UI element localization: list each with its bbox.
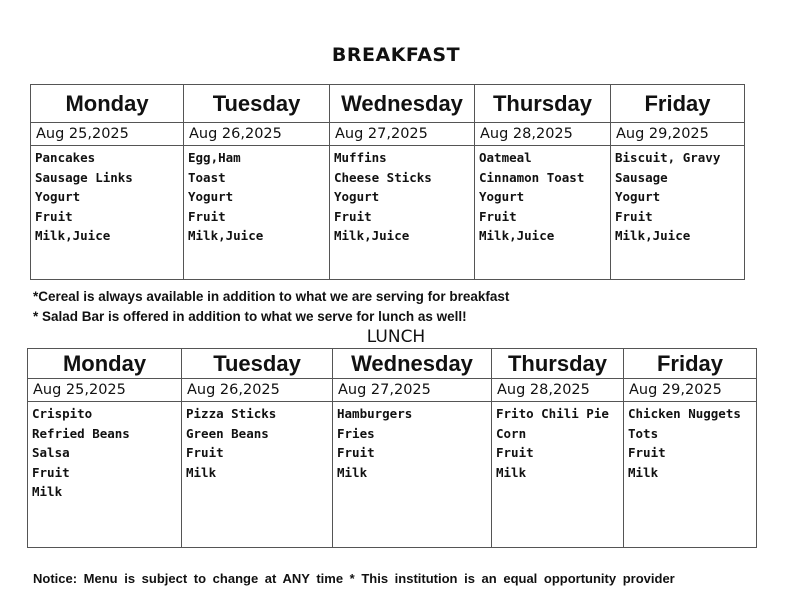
menu-item: Milk <box>337 464 368 480</box>
lunch-table <box>27 348 757 548</box>
menu-item: Yogurt <box>615 189 661 204</box>
cereal-note: *Cereal is always available in addition to what we are serving for breakfast <box>33 289 510 304</box>
lunch-col-wednesday <box>333 349 492 547</box>
menu-item: Fruit <box>496 445 534 460</box>
breakfast-col-friday <box>611 85 744 279</box>
menu-item: Fruit <box>337 445 375 460</box>
menu-items <box>624 402 756 482</box>
menu-item: Milk <box>32 484 63 499</box>
footer-notice: Notice: Menu is subject to change at ANY time * This institution is an equal opportunity provider <box>33 571 675 586</box>
menu-items <box>31 146 183 246</box>
day-header: Thursday <box>475 85 610 123</box>
menu-item: Yogurt <box>479 189 525 204</box>
breakfast-col-wednesday <box>330 85 475 279</box>
date-label: Aug 27,2025 <box>330 123 474 146</box>
lunch-col-friday <box>624 349 756 547</box>
date-label: Aug 29,2025 <box>611 123 744 146</box>
menu-item: Fruit <box>615 208 653 224</box>
menu-item: Chicken Nuggets <box>628 406 741 421</box>
menu-item: Hamburgers <box>337 406 413 421</box>
day-header: Friday <box>624 349 756 379</box>
day-header: Monday <box>31 85 183 123</box>
menu-item: Corn <box>496 425 527 441</box>
day-header: Tuesday <box>182 349 332 379</box>
menu-item: Milk,Juice <box>479 228 555 243</box>
menu-item: Cinnamon Toast <box>479 169 585 185</box>
date-label: Aug 29,2025 <box>624 379 756 402</box>
day-header: Monday <box>28 349 181 379</box>
menu-item: Oatmeal <box>479 150 532 165</box>
menu-items <box>330 146 474 246</box>
day-header: Friday <box>611 85 744 123</box>
menu-items <box>333 402 491 482</box>
date-label: Aug 28,2025 <box>475 123 610 146</box>
menu-item: Milk <box>186 464 217 480</box>
breakfast-col-tuesday <box>184 85 330 279</box>
menu-item: Milk,Juice <box>615 228 691 243</box>
menu-item: Fruit <box>35 208 73 224</box>
menu-item: Biscuit, Gravy <box>615 150 721 165</box>
menu-item: Milk <box>496 464 527 480</box>
menu-items <box>475 146 610 246</box>
menu-item: Salsa <box>32 445 70 460</box>
menu-item: Frito Chili Pie <box>496 406 609 421</box>
menu-item: Milk,Juice <box>334 228 410 243</box>
menu-item: Fruit <box>628 445 666 460</box>
menu-item: Muffins <box>334 150 387 165</box>
menu-item: Cheese Sticks <box>334 169 432 185</box>
breakfast-col-thursday <box>475 85 611 279</box>
menu-item: Pizza Sticks <box>186 406 277 421</box>
menu-item: Green Beans <box>186 425 269 441</box>
menu-item: Toast <box>188 169 226 185</box>
lunch-title: LUNCH <box>366 327 426 347</box>
menu-item: Refried Beans <box>32 425 130 441</box>
salad-bar-note: * Salad Bar is offered in addition to what we serve for lunch as well! <box>33 309 467 324</box>
date-label: Aug 27,2025 <box>333 379 491 402</box>
breakfast-title: BREAKFAST <box>331 44 461 66</box>
menu-item: Fruit <box>32 464 70 480</box>
date-label: Aug 25,2025 <box>31 123 183 146</box>
lunch-col-thursday <box>492 349 624 547</box>
menu-item: Yogurt <box>188 189 234 204</box>
menu-items <box>182 402 332 482</box>
menu-item: Sausage Links <box>35 169 133 185</box>
menu-item: Milk,Juice <box>188 228 264 243</box>
menu-item: Crispito <box>32 406 93 421</box>
breakfast-col-monday <box>31 85 184 279</box>
menu-item: Yogurt <box>35 189 81 204</box>
date-label: Aug 28,2025 <box>492 379 623 402</box>
menu-item: Sausage <box>615 169 668 185</box>
menu-item: Fruit <box>479 208 517 224</box>
menu-item: Milk,Juice <box>35 228 111 243</box>
menu-items <box>611 146 744 246</box>
date-label: Aug 26,2025 <box>182 379 332 402</box>
menu-item: Fries <box>337 425 375 441</box>
menu-item: Pancakes <box>35 150 96 165</box>
day-header: Wednesday <box>330 85 474 123</box>
menu-item: Fruit <box>186 445 224 460</box>
day-header: Wednesday <box>333 349 491 379</box>
lunch-col-tuesday <box>182 349 333 547</box>
day-header: Tuesday <box>184 85 329 123</box>
day-header: Thursday <box>492 349 623 379</box>
menu-item: Egg,Ham <box>188 150 241 165</box>
menu-item: Yogurt <box>334 189 380 204</box>
menu-items <box>28 402 181 502</box>
menu-item: Milk <box>628 464 659 480</box>
lunch-col-monday <box>28 349 182 547</box>
menu-items <box>492 402 623 482</box>
menu-item: Fruit <box>188 208 226 224</box>
date-label: Aug 26,2025 <box>184 123 329 146</box>
menu-item: Fruit <box>334 208 372 224</box>
menu-items <box>184 146 329 246</box>
date-label: Aug 25,2025 <box>28 379 181 402</box>
menu-item: Tots <box>628 425 659 441</box>
breakfast-table <box>30 84 745 280</box>
